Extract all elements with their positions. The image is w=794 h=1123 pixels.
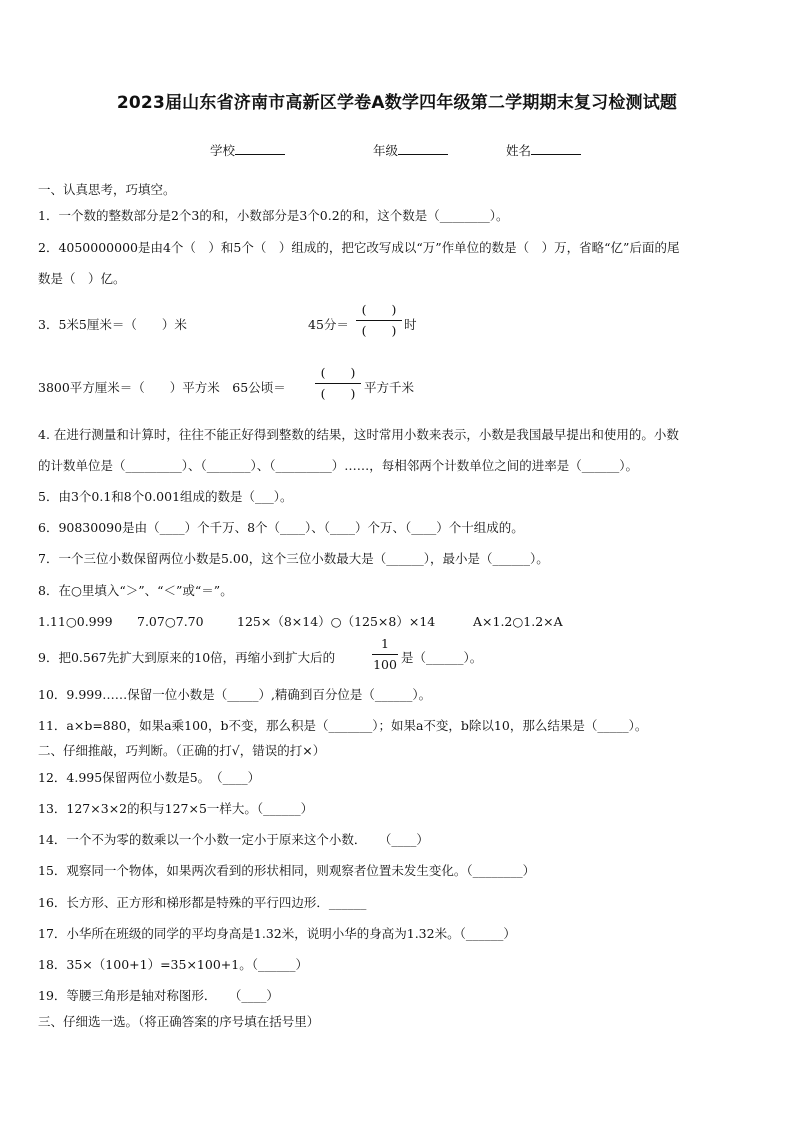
question-5: 5．由3个0.1和8个0.001组成的数是（___）。 — [38, 489, 293, 504]
fraction-denominator: 100 — [373, 657, 397, 672]
question-3-part-c: 3800平方厘米＝（ ）平方米 65公顷＝ — [38, 380, 286, 395]
question-13: 13．127×3×2的积与127×5一样大。（______） — [38, 801, 314, 816]
school-label: 学校 — [210, 143, 236, 158]
name-label: 姓名 — [506, 143, 532, 158]
name-field — [506, 141, 581, 159]
question-1: 1．一个数的整数部分是2个3的和，小数部分是3个0.2的和，这个数是（________）。 — [38, 208, 509, 223]
grade-blank[interactable] — [398, 141, 448, 155]
question-3-part-c-suffix: 平方千米 — [364, 380, 415, 395]
grade-field — [373, 141, 448, 159]
question-9-suffix: 是（______）。 — [401, 650, 483, 665]
question-9-fraction — [372, 636, 398, 673]
question-4-line-2: 的计数单位是（_________）、（_______）、（_________）……，每相邻两个计数单位之间的进率是（______）。 — [38, 458, 639, 473]
question-7: 7．一个三位小数保留两位小数是5.00，这个三位小数最大是（______），最小是（______）。 — [38, 551, 549, 566]
question-9-prefix: 9．把0.567先扩大到原来的10倍，再缩小到扩大后的 — [38, 650, 336, 665]
question-3-part-b-fraction — [356, 302, 402, 339]
section-1-heading: 一、认真思考，巧填空。 — [38, 182, 176, 197]
question-11: 11．a×b=880，如果a乘100，b不变，那么积是（_______）；如果a不变，b除以10，那么结果是（_____）。 — [38, 718, 648, 733]
name-blank[interactable] — [531, 141, 581, 155]
fraction-numerator: ( ) — [320, 365, 356, 380]
question-12: 12．4.995保留两位小数是5。 （____） — [38, 770, 261, 785]
fraction-numerator: ( ) — [361, 302, 397, 317]
question-18: 18．35×（100+1）=35×100+1。（______） — [38, 957, 308, 972]
fraction-numerator: 1 — [381, 636, 389, 651]
school-blank[interactable] — [235, 141, 285, 155]
question-3-part-b-prefix: 45分＝ — [308, 317, 349, 332]
school-field — [210, 141, 285, 159]
question-15: 15．观察同一个物体，如果两次看到的形状相同，则观察者位置未发生变化。（________） — [38, 863, 536, 878]
question-19: 19．等腰三角形是轴对称图形． （____） — [38, 988, 279, 1003]
question-10: 10．9.999……保留一位小数是（_____）,精确到百分位是（______）。 — [38, 687, 432, 702]
question-8: 8．在○里填入“＞”、“＜”或“＝”。 — [38, 583, 233, 598]
page-title: 2023届山东省济南市高新区学卷A数学四年级第二学期期末复习检测试题 — [116, 93, 678, 113]
fraction-denominator: ( ) — [320, 386, 356, 401]
section-2-heading: 二、仔细推敲，巧判断。（正确的打√，错误的打×） — [38, 743, 326, 758]
question-8-item: 1.11○0.999 — [38, 614, 113, 629]
question-2-line-2: 数是（ ）亿。 — [38, 271, 126, 286]
grade-label: 年级 — [373, 143, 399, 158]
question-3-part-b-suffix: 时 — [404, 317, 417, 332]
question-16: 16．长方形、正方形和梯形都是特殊的平行四边形．______ — [38, 895, 367, 910]
question-4-line-1: 4. 在进行测量和计算时，往往不能正好得到整数的结果，这时常用小数来表示，小数是我国最早提出和使用的。小数 — [38, 427, 679, 442]
question-17: 17．小华所在班级的同学的平均身高是1.32米，说明小华的身高为1.32米。（______） — [38, 926, 516, 941]
fraction-denominator: ( ) — [361, 323, 397, 338]
fraction-bar — [356, 320, 402, 321]
question-8-item: 7.07○7.70 — [137, 614, 204, 629]
question-2-line-1: 2．4050000000是由4个（ ）和5个（ ）组成的，把它改写成以“万”作单位的数是（ ）万，省略“亿”后面的尾 — [38, 240, 680, 255]
question-8-item: 125×（8×14）○（125×8）×14 — [237, 614, 436, 629]
question-14: 14．一个不为零的数乘以一个小数一定小于原来这个小数． （____） — [38, 832, 429, 847]
question-6: 6．90830090是由（____）个千万、8个（____）、（____）个万、（____）个十组成的。 — [38, 520, 524, 535]
question-3-part-c-fraction — [315, 365, 361, 402]
question-8-item: A×1.2○1.2×A — [473, 614, 563, 629]
section-3-heading: 三、仔细选一选。（将正确答案的序号填在括号里） — [38, 1014, 320, 1029]
fraction-bar — [315, 383, 361, 384]
fraction-bar — [372, 654, 398, 655]
question-3-part-a: 3．5米5厘米＝（ ）米 — [38, 317, 187, 332]
